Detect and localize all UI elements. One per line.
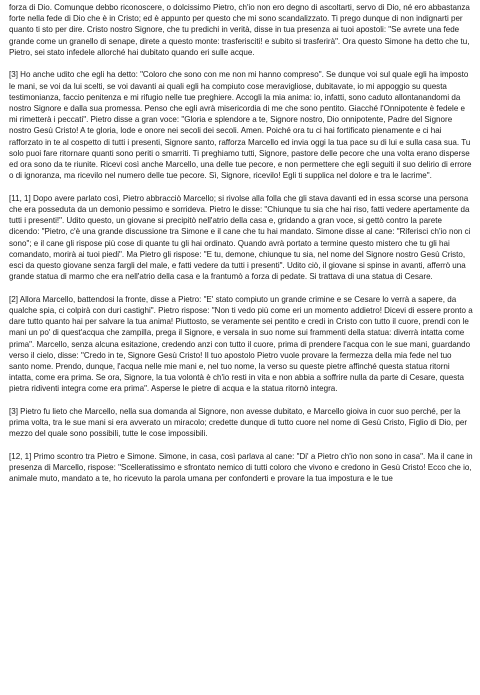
paragraph-section-11-2: [2] Allora Marcello, battendosi la fronte, disse a Pietro: "E' stato compiuto un grande crimine e se Cesare lo verrà a sapere, da qualche spia, ci colpirà con duri castighi". Pietro rispose: "Non ti vedo più come eri un momento addietro! Dicevi di essere pronto a dare tutto quanto hai per salvare la tua anima! Piuttosto, se veramente sei pentito e credi in Cristo con tutto il cuore, prendi con le mani un po' di quest'acqua che zampilla, prega il Signore, e versala in suo nome sui frammenti della statua: diverrà intatta come prima". Marcello, senza alcuna esitazione, credendo anzi con tutto il cuore, prima di prendere l'acqua con le sue mani, guardando verso il cielo, disse: "Credo in te, Signore Gesù Cristo! Il tuo apostolo Pietro vuole provare la fermezza della mia fede nel tuo santo nome. Prendo, dunque, l'acqua nelle mie mani e, nel tuo nome, la verso su queste pietre affinché questa statua ritorni intatta, come era prima. Se ora, Signore, la tua volontà è ch'io resti in vita e non abbia a soffrire nulla da parte di Cesare, questa pietra ridiventi integra come era prima". Asperse le pietre di acqua e la statua ritornò integra.: [9, 294, 473, 394]
paragraph-section-12-1: [12, 1] Primo scontro tra Pietro e Simone. Simone, in casa, così parlava al cane: "Di' a Pietro ch'io non sono in casa". Ma il cane in presenza di Marcello, rispose: "Scelleratissimo e sfrontato nemico di tutti coloro che vivono e credono in Gesù Cristo! Ecco che io, animale muto, mandato a te, ho ricevuto la parola umana per confonderti e provare la tua impostura e le tue: [9, 452, 473, 484]
paragraph-continuation: forza di Dio. Comunque debbo riconoscere, o dolcissimo Pietro, ch'io non ero degno di ascoltarti, servo di Dio, né ero abbastanza forte nella fede di Dio che è in Cristo; ed è appunto per questo che mi sono scandalizzato. Ti prego dunque di non indignarti per quanto ti sto per dire. Cristo nostro Signore, che tu predichi in verità, disse in tua presenza ai tuoi apostoli: "Se avrete una fede grande come un granello di senape, direte a questo monte: trasferisciti! e subito si trasferirà". Ora questo Simone ha detto che tu, Pietro, sei stato infedele allorché hai dubitato quando eri sulle acque.: [9, 3, 470, 57]
paragraph-section-10-3: [3] Ho anche udito che egli ha detto: "Coloro che sono con me non mi hanno compreso". Se dunque voi sul quale egli ha imposto le mani, se voi da lui scelti, se voi davanti ai quali egli ha compiuto cose meravigliose, dubitavate, io mi appoggio su questa testimonianza, faccio penitenza e mi rifugio nelle tue preghiere. Accogli la mia anima: io, infatti, sono caduto allontanandomi da nostro Signore e dalla sua promessa. Penso che egli avrà misericordia di me che sono pentito. Giacché l'Onnipotente è fedele e mi rimetterà i peccati". Pietro disse a gran voce: "Gloria e splendore a te, Signore nostro, Dio onnipotente, Padre del Signore nostro Gesù Cristo! A te gloria, lode e onore nei secoli dei secoli. Amen. Poiché ora tu ci hai fortificato pienamente e ci hai rafforzato in te al cospetto di tutti i presenti, Signore santo, rafforza Marcello ed invia oggi la tua pace su di lui e sulla casa sua. Tu solo puoi fare ritornare quanti sono periti o smarriti. Ti preghiamo tutti, Signore, pastore delle pecore che una volta erano disperse ed ora sono da te riunite. Ricevi così anche Marcello, una delle tue pecore, e non permettere che egli seguiti il suo delirio di errore o di ignoranza, ma ricevilo nel numero delle tue pecore. Sì, Signore, ricevilo! Egli ti supplica nel dolore e tra le lacrime".: [9, 70, 472, 181]
paragraph-section-11-3: [3] Pietro fu lieto che Marcello, nella sua domanda al Signore, non avesse dubitato, e Marcello gioiva in cuor suo perché, per la prima volta, tra le sue mani si era avverato un miracolo; credette dunque di tutto cuore nel nome di Gesù Cristo, Figlio di Dio, per mezzo del quale sono possibili, tutte le cose impossibili.: [9, 407, 468, 439]
paragraph-section-11-1: [11, 1] Dopo avere parlato così, Pietro abbracciò Marcello; si rivolse alla folla che gli stava davanti ed in essa scorse una persona che era posseduta da un demonio pessimo e sorrideva. Pietro le disse: "Chiunque tu sia che hai riso, fatti vedere apertamente da tutti i presenti!". Udito questo, un giovane si precipitò nell'atrio della casa e, gridando a gran voce, si gettò contro la parete dicendo: "Pietro, c'è una grande discussione tra Simone e il cane che tu hai mandato. Simone disse al cane: "Riferisci ch'io non ci sono"; e il cane gli rispose più cose di quante tu gli hai ordinato. Quando avrà portato a termine questo mistero che tu gli hai comandato, morirà ai tuoi piedi". Ma Pietro gli rispose: "E tu, demone, chiunque tu sia, nel nome del Signore nostro Gesù Cristo, esci da questo giovane senza fargli del male, e fatti vedere da tutti i presenti". Udito ciò, il giovane si spinse in avanti, afferrò una grande statua di marmo che era nell'atrio della casa e la frantumò a forza di pedate. Si trattava di una statua di Cesare.: [9, 193, 471, 282]
